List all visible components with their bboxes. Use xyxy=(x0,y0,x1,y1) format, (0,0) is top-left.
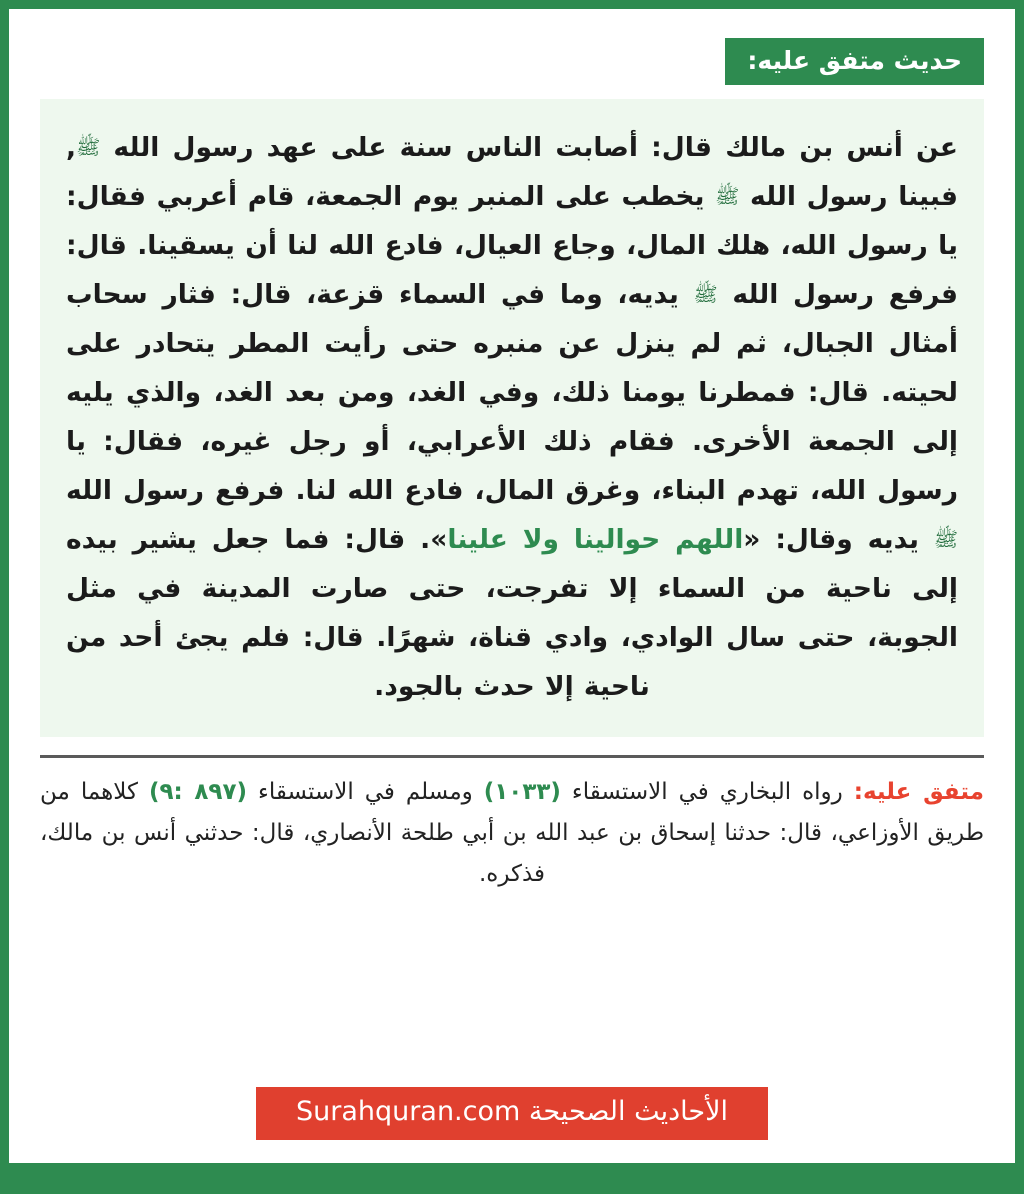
text-run-salla: ﷺ xyxy=(715,184,740,209)
text-run-salla: ﷺ xyxy=(76,135,101,160)
hadith-text xyxy=(66,123,958,711)
text-run-label: متفق عليه: xyxy=(853,779,984,806)
footer-site-name: Surahquran.com xyxy=(296,1095,521,1127)
text-run-text: يديه وقال: « xyxy=(743,524,934,556)
text-run-dua: اللهم حوالينا ولا علينا xyxy=(447,524,744,556)
site-footer-badge[interactable] xyxy=(256,1087,768,1140)
text-run-text: رواه البخاري في الاستسقاء xyxy=(560,779,854,806)
text-run-text: يديه، وما في السماء قزعة، قال: فثار سحاب أمثال الجبال، ثم لم ينزل عن منبره حتى رأيت المطر يتحادر على لحيته. قال: فمطرنا يومنا ذلك، وفي الغد، ومن بعد الغد، والذي يليه إلى الجمعة الأخرى. فقام ذلك الأعرابي، أو رجل غيره، فقال: يا رسول الله، تهدم البناء، وغرق المال، فادع الله لنا. فرفع رسول الله xyxy=(66,279,958,507)
text-run-text: عن أنس بن مالك قال: أصابت الناس سنة على عهد رسول الله xyxy=(100,132,958,164)
text-run-num: (١٠٣٣) xyxy=(483,779,561,806)
text-run-num: (٨٩٧ :٩) xyxy=(148,779,248,806)
text-run-text: , فبينا رسول الله xyxy=(66,132,959,213)
section-divider xyxy=(40,755,984,758)
text-run-text: ». قال: فما جعل يشير بيده إلى ناحية من السماء إلا تفرجت، حتى صارت المدينة في مثل الجوبة، حتى سال الوادي، وادي قناة، شهرًا. قال: فلم يجئ أحد من ناحية إلا حدث بالجود. xyxy=(66,524,958,703)
hadith-source-text xyxy=(40,772,984,895)
text-run-text: ومسلم في الاستسقاء xyxy=(247,779,484,806)
footer-row xyxy=(40,1087,984,1154)
text-run-salla: ﷺ xyxy=(693,282,718,307)
hadith-box xyxy=(40,99,984,737)
header-row xyxy=(40,38,984,85)
text-run-salla: ﷺ xyxy=(933,527,958,552)
text-run-text: يخطب على المنبر يوم الجمعة، قام أعربي فقال: يا رسول الله، هلك المال، وجاع العيال، فادع الله لنا أن يسقينا. قال: فرفع رسول الله xyxy=(66,181,958,311)
text-run-text: كلاهما من طريق الأوزاعي، قال: حدثنا إسحاق بن عبد الله بن أبي طلحة الأنصاري، قال: حدثني أنس بن مالك، فذكره. xyxy=(40,779,984,888)
footer-tagline: الأحاديث الصحيحة xyxy=(528,1095,728,1127)
page-content xyxy=(18,18,1006,1154)
hadith-grade-badge: حديث متفق عليه: xyxy=(725,38,984,85)
